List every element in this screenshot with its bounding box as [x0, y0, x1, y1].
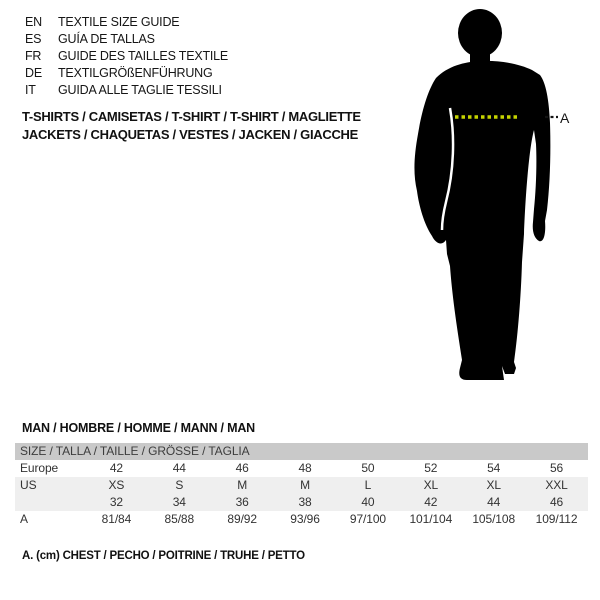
size-cell: 105/108	[472, 512, 516, 526]
language-label: TEXTILE SIZE GUIDE	[58, 14, 180, 29]
table-row-numeric	[15, 494, 588, 511]
product-types	[22, 108, 361, 143]
size-cell: XXL	[545, 478, 568, 492]
language-label: GUIDA ALLE TAGLIE TESSILI	[58, 82, 222, 97]
language-code: FR	[25, 48, 42, 63]
size-cell: 54	[487, 461, 501, 475]
language-label: GUÍA DE TALLAS	[58, 31, 155, 46]
size-cell: 81/84	[101, 512, 132, 526]
language-row-fr	[25, 47, 228, 64]
language-label: TEXTILGRÖßENFÜHRUNG	[58, 65, 213, 80]
table-row-europe	[15, 460, 588, 477]
language-row-de	[25, 64, 228, 81]
language-row-it	[25, 81, 228, 98]
size-cell: 56	[549, 461, 564, 475]
size-cell: 40	[361, 495, 375, 509]
size-cell: 93/96	[290, 512, 320, 526]
language-code: IT	[25, 82, 36, 97]
size-cell: 101/104	[409, 512, 453, 526]
language-code: DE	[25, 65, 42, 80]
size-cell: 52	[424, 461, 438, 475]
row-label: Europe	[20, 461, 59, 475]
size-cell: 44	[172, 461, 186, 475]
size-cell: 46	[549, 495, 564, 509]
row-label: A	[20, 512, 28, 526]
size-cell: 109/112	[535, 512, 578, 526]
size-cell: M	[237, 478, 248, 492]
size-cell: 46	[235, 461, 249, 475]
language-label: GUIDE DES TAILLES TEXTILE	[58, 48, 229, 63]
row-label	[15, 494, 85, 511]
language-list	[25, 13, 228, 98]
language-row-es	[25, 30, 228, 47]
table-row-us	[15, 477, 588, 494]
size-cell: 42	[109, 461, 124, 475]
table-row-chest-a	[15, 511, 588, 528]
measurement-footnote: A. (cm) CHEST / PECHO / POITRINE / TRUHE / PETTO	[22, 550, 305, 562]
size-cell: 42	[424, 495, 438, 509]
size-cell: 32	[109, 495, 124, 509]
size-cell: 44	[487, 495, 501, 509]
language-code: EN	[25, 14, 42, 29]
size-cell: 48	[298, 461, 312, 475]
product-line-jackets: JACKETS / CHAQUETAS / VESTES / JACKEN / GIACCHE	[22, 126, 358, 142]
size-cell: 34	[172, 495, 186, 509]
table-header: SIZE / TALLA / TAILLE / GRÖSSE / TAGLIA	[15, 443, 588, 460]
man-figure	[412, 6, 580, 386]
product-line-tshirts: T-SHIRTS / CAMISETAS / T-SHIRT / T-SHIRT / MAGLIETTE	[22, 109, 361, 124]
size-cell: L	[364, 478, 372, 492]
size-cell: 89/92	[227, 512, 257, 526]
silhouette-body	[414, 61, 550, 380]
language-code: ES	[25, 31, 42, 46]
measure-label-a: A	[560, 110, 570, 126]
row-label: US	[20, 478, 37, 492]
size-table	[15, 443, 588, 528]
size-cell: 97/100	[349, 512, 386, 526]
size-cell: M	[300, 478, 311, 492]
size-cell: 38	[298, 495, 312, 509]
size-cell: 36	[235, 495, 249, 509]
size-cell: S	[175, 478, 184, 492]
size-cell: XL	[486, 478, 501, 492]
size-cell: XS	[108, 478, 125, 492]
size-cell: XL	[423, 478, 439, 492]
size-cell: 50	[361, 461, 375, 475]
man-silhouette	[412, 6, 580, 386]
size-cell: 85/88	[164, 512, 195, 526]
language-row-en	[25, 13, 228, 30]
section-title-man: MAN / HOMBRE / HOMME / MANN / MAN	[22, 421, 255, 435]
